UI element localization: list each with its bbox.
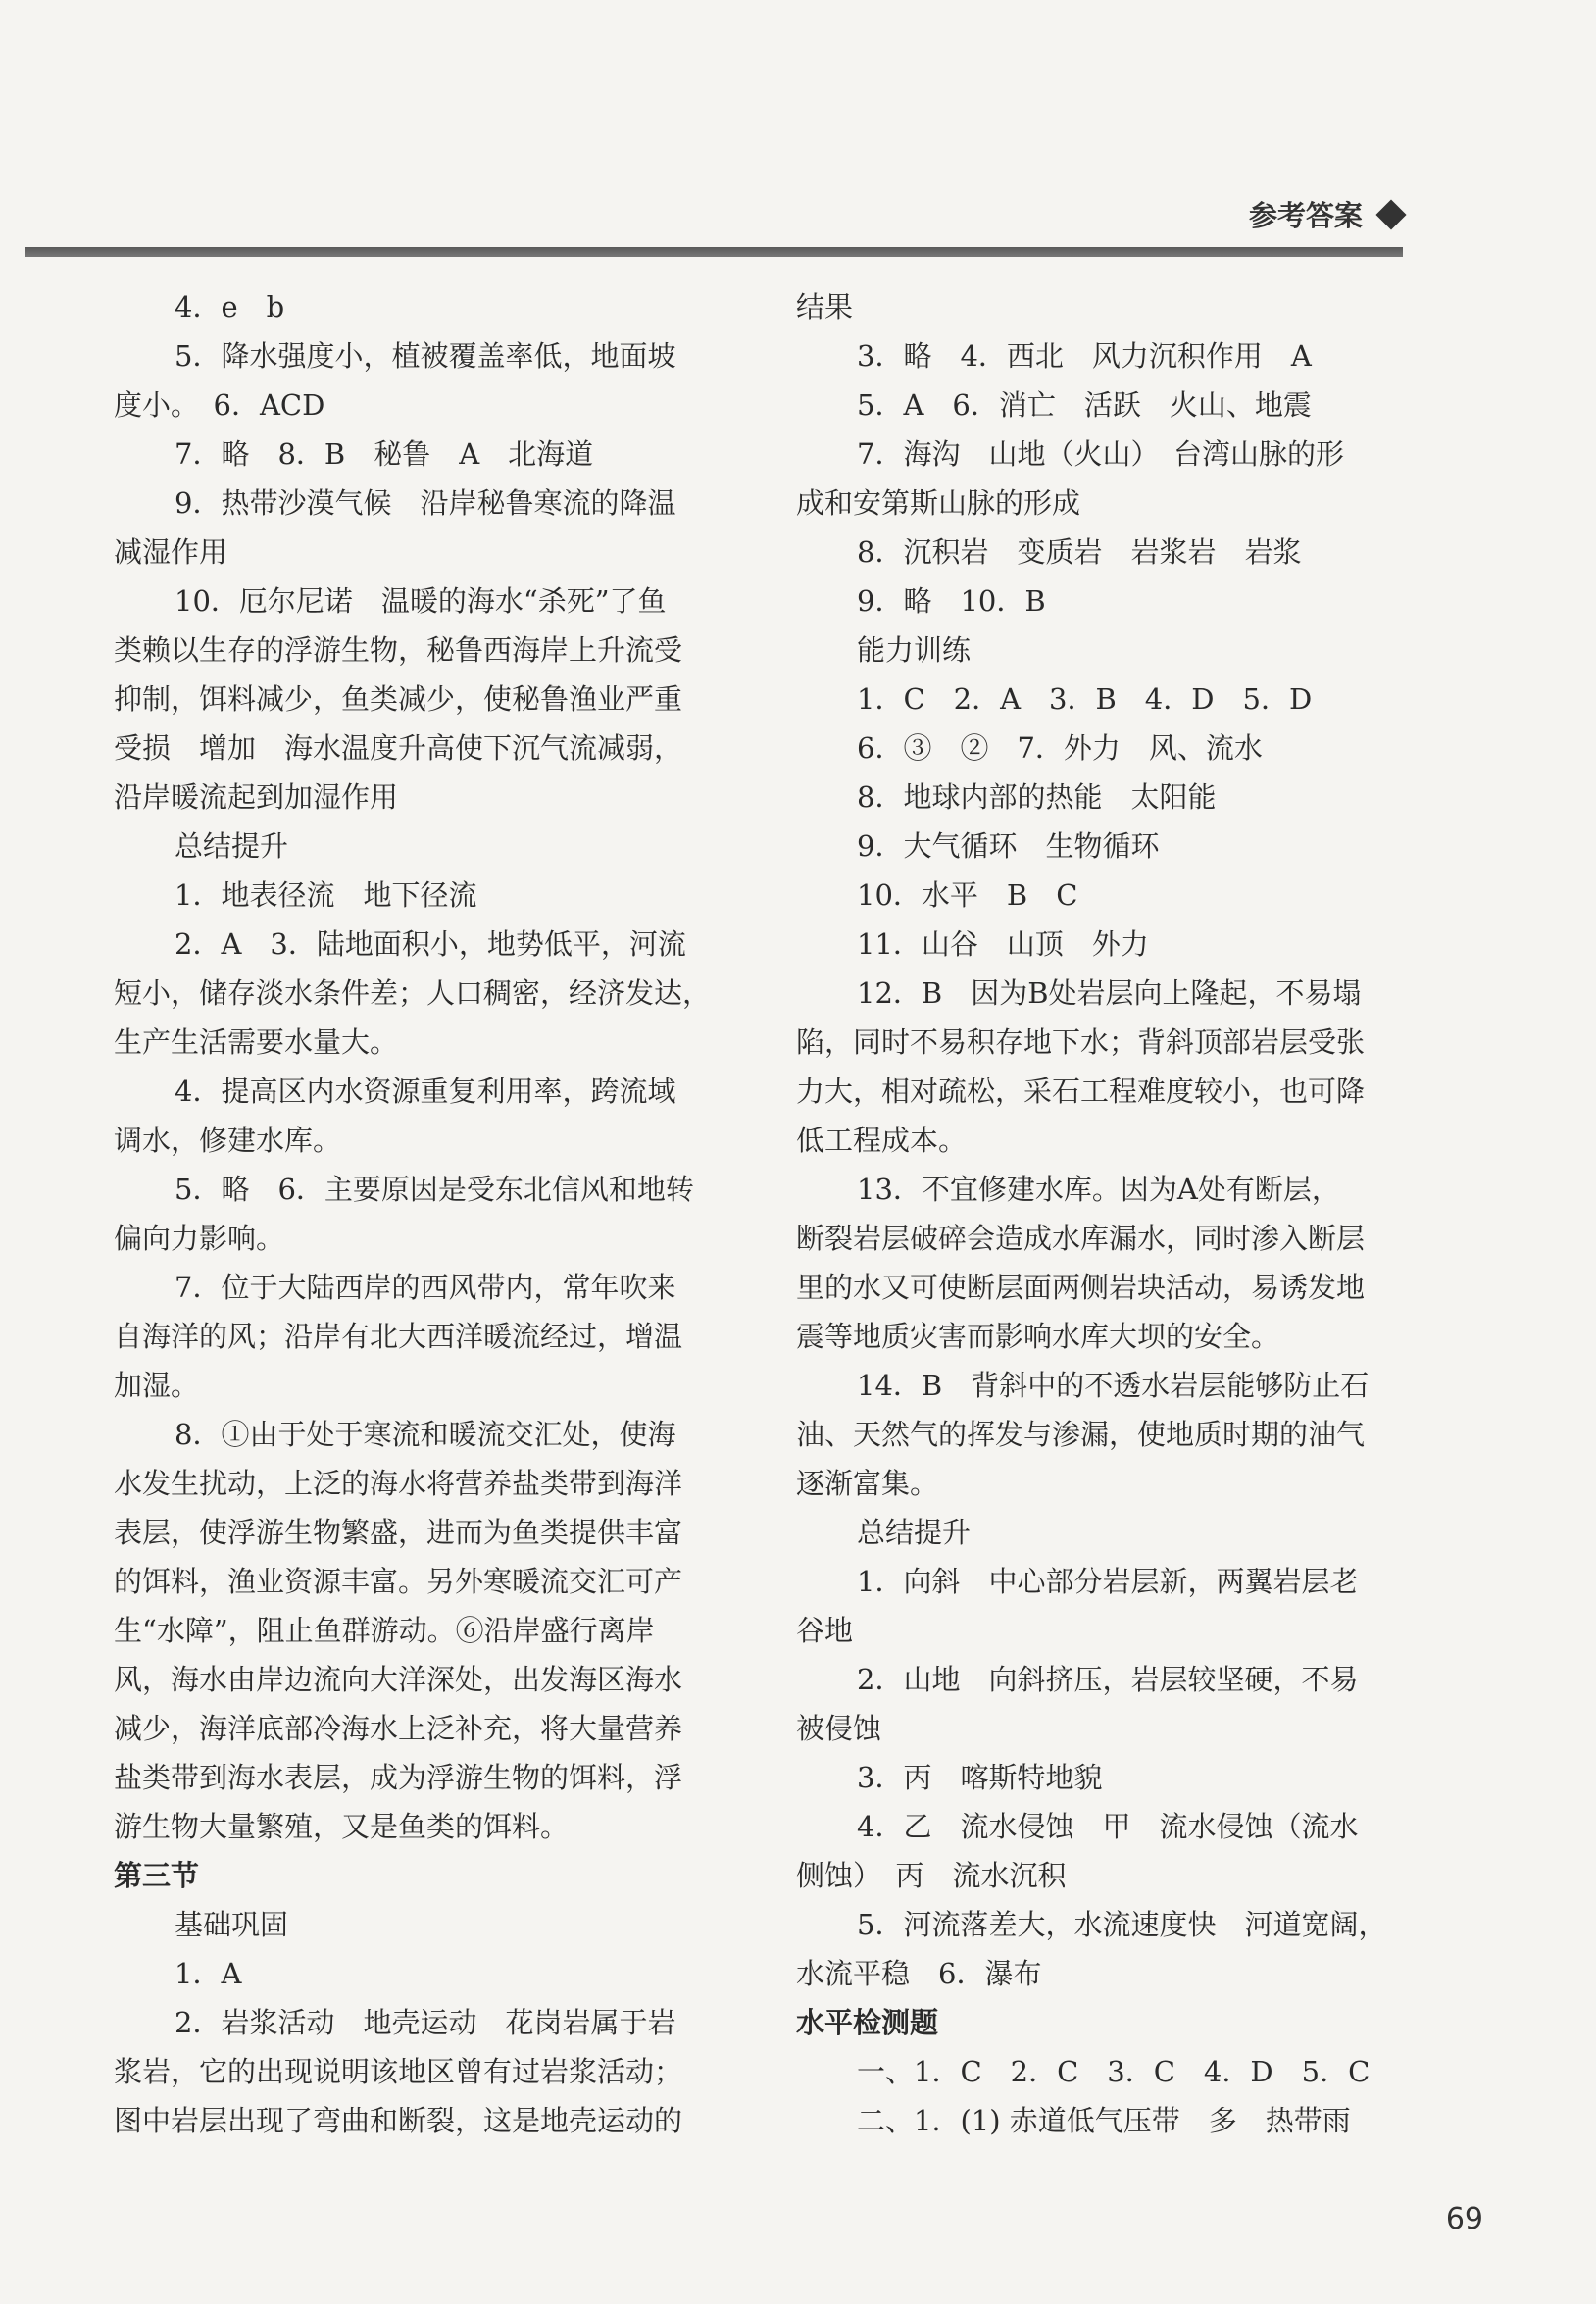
text-line: 4．提高区内水资源重复利用率，跨流域: [175, 1075, 676, 1108]
text-line: 短小，储存淡水条件差；人口稠密，经济发达，: [114, 977, 712, 1010]
text-line: 表层，使浮游生物繁盛，进而为鱼类提供丰富: [114, 1516, 683, 1549]
text-line: 5．河流落差大，水流速度快 河道宽阔，: [857, 1908, 1387, 1941]
section-heading: 第三节: [114, 1859, 200, 1892]
text-line: 5．降水强度小，植被覆盖率低，地面坡: [175, 339, 676, 373]
text-line: 的饵料，渔业资源丰富。另外寒暖流交汇可产: [114, 1565, 683, 1598]
right-column: [796, 282, 1404, 2145]
text-line: 谷地: [796, 1614, 854, 1647]
text-line: 逐渐富集。: [796, 1467, 939, 1500]
text-line: 减湿作用: [114, 535, 228, 569]
text-line: 一、1．C 2．C 3．C 4．D 5．C: [857, 2055, 1371, 2088]
text-line: 8．①由于处于寒流和暖流交汇处，使海: [175, 1418, 676, 1451]
text-line: 力大，相对疏松，采石工程难度较小，也可降: [796, 1075, 1366, 1108]
page-number: 69: [1445, 2202, 1483, 2236]
text-line: 偏向力影响。: [114, 1222, 285, 1255]
text-line: 生“水障”，阻止鱼群游动。⑥沿岸盛行离岸: [114, 1614, 655, 1647]
text-line: 沿岸暖流起到加湿作用: [114, 780, 399, 814]
header-rule: [25, 247, 1403, 257]
text-line: 低工程成本。: [796, 1124, 968, 1157]
text-line: 5．略 6．主要原因是受东北信风和地转: [175, 1173, 694, 1206]
text-line: 13．不宜修建水库。因为A处有断层，: [857, 1173, 1340, 1206]
subsection-heading: 总结提升: [175, 829, 289, 863]
left-column: [114, 282, 722, 2145]
text-line: 结果: [796, 290, 854, 324]
text-line: 2．岩浆活动 地壳运动 花岗岩属于岩: [175, 2006, 676, 2039]
text-line: 4．e b: [175, 290, 285, 324]
text-line: 陷，同时不易积存地下水；背斜顶部岩层受张: [796, 1026, 1366, 1059]
text-line: 2．山地 向斜挤压，岩层较坚硬，不易: [857, 1663, 1359, 1696]
text-line: 5．A 6．消亡 活跃 火山、地震: [857, 388, 1312, 422]
text-line: 水流平稳 6．瀑布: [796, 1957, 1042, 1990]
subsection-heading: 能力训练: [857, 633, 972, 667]
text-line: 7．略 8．B 秘鲁 A 北海道: [175, 437, 594, 471]
text-line: 侧蚀） 丙 流水沉积: [796, 1859, 1067, 1892]
text-line: 10．水平 B C: [857, 878, 1078, 912]
text-line: 9．大气循环 生物循环: [857, 829, 1160, 863]
subsection-heading: 基础巩固: [175, 1908, 289, 1941]
text-line: 风，海水由岸边流向大洋深处，出发海区海水: [114, 1663, 683, 1696]
diamond-icon: [1375, 199, 1406, 229]
text-line: 盐类带到海水表层，成为浮游生物的饵料，浮: [114, 1761, 683, 1794]
text-line: 游生物大量繁殖，又是鱼类的饵料。: [114, 1810, 570, 1843]
text-line: 12．B 因为B处岩层向上隆起，不易塌: [857, 977, 1362, 1010]
text-line: 成和安第斯山脉的形成: [796, 486, 1081, 520]
text-line: 里的水又可使断层面两侧岩块活动，易诱发地: [796, 1271, 1366, 1304]
section-heading: 水平检测题: [796, 2006, 939, 2039]
text-line: 7．海沟 山地（火山） 台湾山脉的形: [857, 437, 1344, 471]
text-line: 二、1．(1) 赤道低气压带 多 热带雨: [857, 2104, 1351, 2137]
text-line: 1．地表径流 地下径流: [175, 878, 477, 912]
text-line: 3．丙 喀斯特地貌: [857, 1761, 1103, 1794]
text-line: 加湿。: [114, 1369, 200, 1402]
text-line: 10．厄尔尼诺 温暖的海水“杀死”了鱼: [175, 584, 667, 618]
text-line: 1．向斜 中心部分岩层新，两翼岩层老: [857, 1565, 1359, 1598]
text-line: 生产生活需要水量大。: [114, 1026, 399, 1059]
text-line: 水发生扰动，上泛的海水将营养盐类带到海洋: [114, 1467, 683, 1500]
text-line: 震等地质灾害而影响水库大坝的安全。: [796, 1320, 1280, 1353]
text-line: 类赖以生存的浮游生物，秘鲁西海岸上升流受: [114, 633, 683, 667]
text-line: 断裂岩层破碎会造成水库漏水，同时渗入断层: [796, 1222, 1366, 1255]
text-line: 8．地球内部的热能 太阳能: [857, 780, 1217, 814]
text-line: 自海洋的风；沿岸有北大西洋暖流经过，增温: [114, 1320, 683, 1353]
text-line: 4．乙 流水侵蚀 甲 流水侵蚀（流水: [857, 1810, 1359, 1843]
text-line: 图中岩层出现了弯曲和断裂，这是地壳运动的: [114, 2104, 683, 2137]
text-line: 减少，海洋底部冷海水上泛补充，将大量营养: [114, 1712, 683, 1745]
text-line: 受损 增加 海水温度升高使下沉气流减弱，: [114, 731, 683, 765]
header-title: 参考答案: [1248, 199, 1363, 232]
text-line: 14．B 背斜中的不透水岩层能够防止石: [857, 1369, 1370, 1402]
text-line: 抑制，饵料减少，鱼类减少，使秘鲁渔业严重: [114, 682, 683, 716]
text-line: 调水，修建水库。: [114, 1124, 342, 1157]
text-line: 9．略 10．B: [857, 584, 1046, 618]
text-line: 被侵蚀: [796, 1712, 882, 1745]
text-line: 2．A 3．陆地面积小，地势低平，河流: [175, 927, 686, 961]
subsection-heading: 总结提升: [857, 1516, 972, 1549]
text-line: 8．沉积岩 变质岩 岩浆岩 岩浆: [857, 535, 1302, 569]
text-line: 3．略 4．西北 风力沉积作用 A: [857, 339, 1312, 373]
text-line: 油、天然气的挥发与渗漏，使地质时期的油气: [796, 1418, 1366, 1451]
text-line: 度小。 6．ACD: [114, 388, 325, 422]
text-line: 1．A: [175, 1957, 242, 1990]
text-line: 9．热带沙漠气候 沿岸秘鲁寒流的降温: [175, 486, 676, 520]
text-line: 1．C 2．A 3．B 4．D 5．D: [857, 682, 1313, 716]
text-line: 7．位于大陆西岸的西风带内，常年吹来: [175, 1271, 676, 1304]
text-line: 11．山谷 山顶 外力: [857, 927, 1149, 961]
text-line: 6．③ ② 7．外力 风、流水: [857, 731, 1263, 765]
page-header: [1249, 194, 1402, 234]
text-line: 浆岩，它的出现说明该地区曾有过岩浆活动；: [114, 2055, 683, 2088]
